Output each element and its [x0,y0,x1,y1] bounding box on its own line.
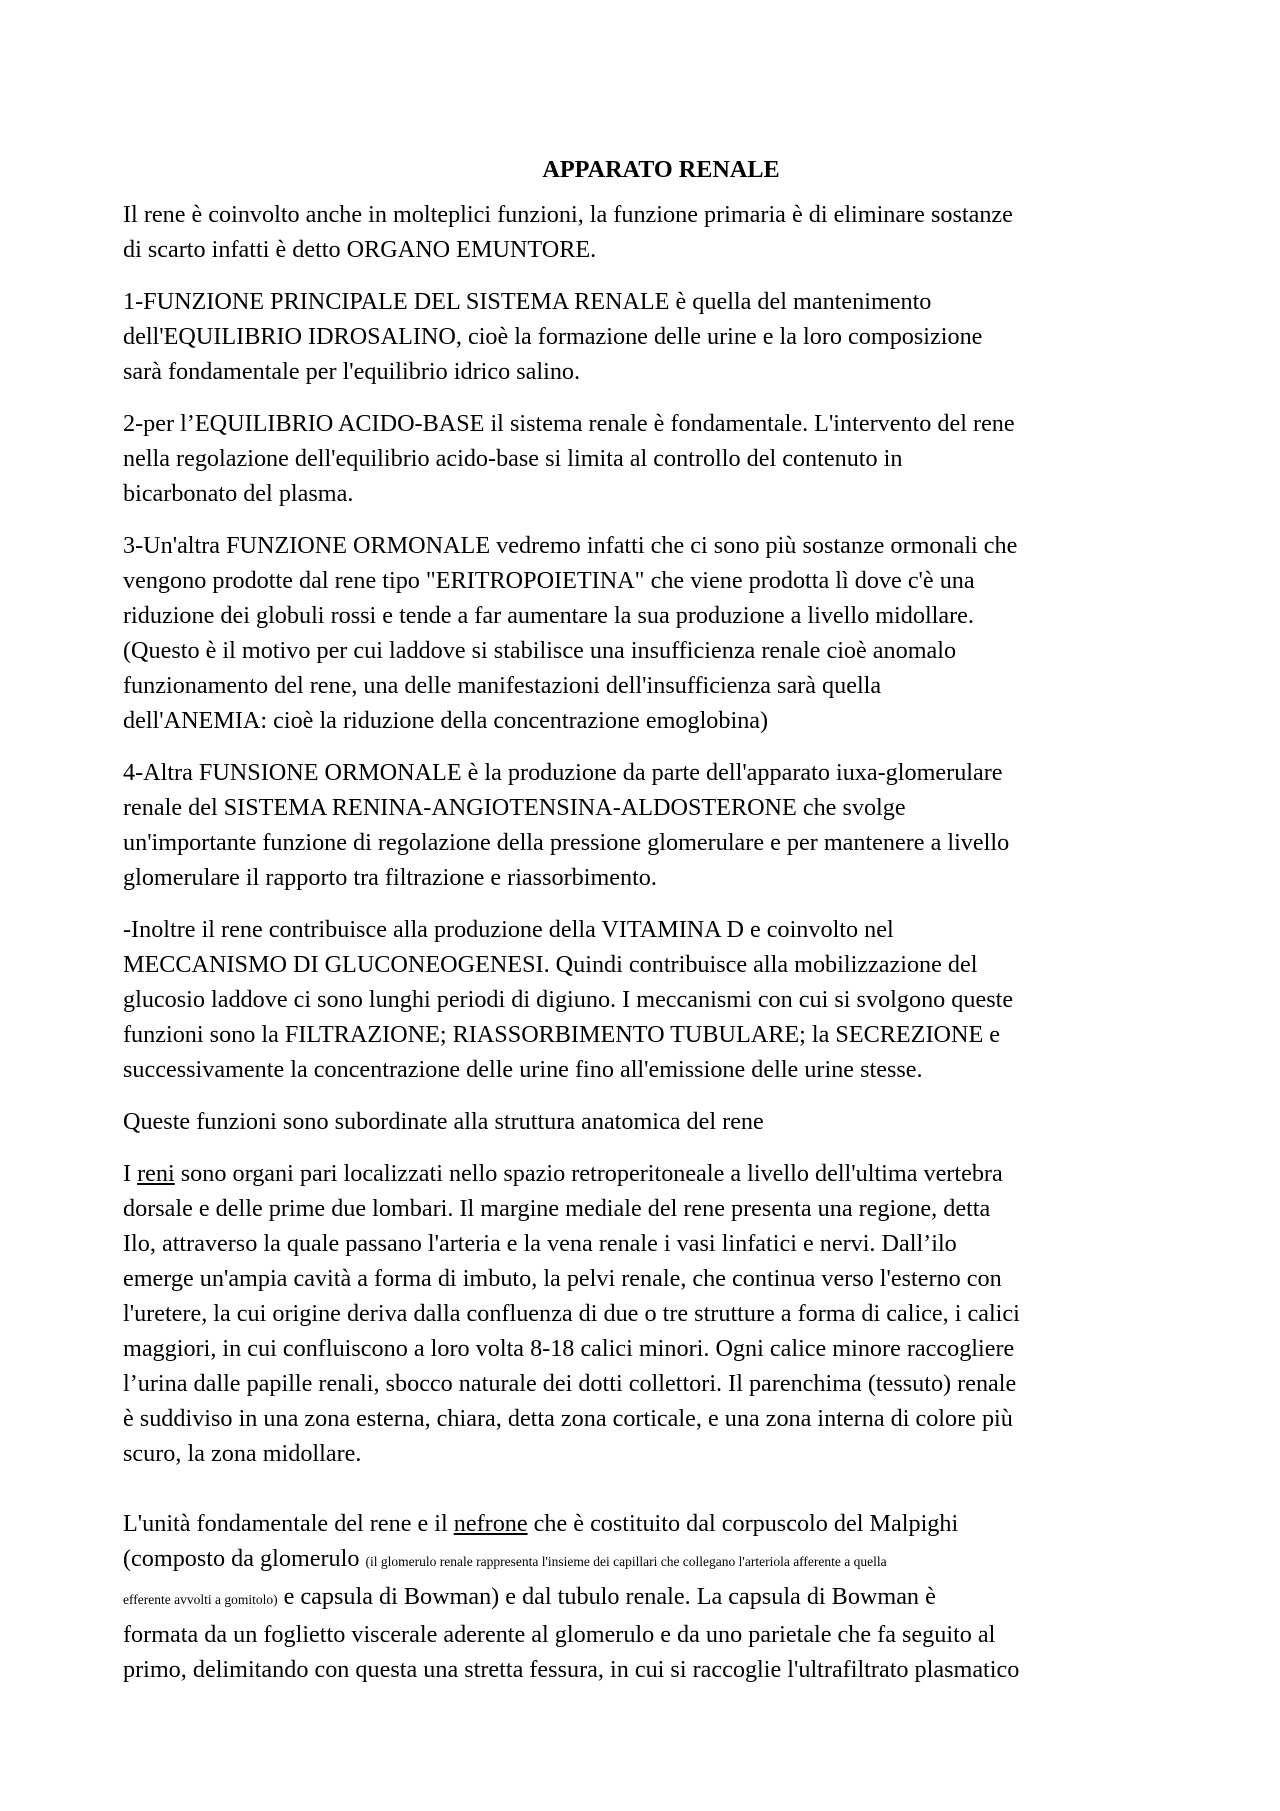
text-line: dell'ANEMIA: cioè la riduzione della concentrazione emoglobina) [123,707,769,734]
text-line [123,1506,1175,1541]
text-line [123,1541,1175,1579]
blank-line [123,1488,1175,1506]
text-line: funzionamento del rene, una delle manifestazioni dell'insufficienza sarà quella [123,672,882,699]
text-line [123,1579,1175,1617]
text-line: vengono prodotte dal rene tipo "ERITROPOIETINA" che viene prodotta lì dove c'è una [123,567,975,594]
text-line: è suddiviso in una zona esterna, chiara, detta zona corticale, e una zona interna di colore più [123,1405,1013,1432]
text-line: glucosio laddove ci sono lunghi periodi di digiuno. I meccanismi con cui si svolgono queste [123,986,1014,1013]
text-line: 3-Un'altra FUNZIONE ORMONALE vedremo infatti che ci sono più sostanze ormonali che [123,532,1018,559]
text-fragment: sono organi pari localizzati nello spazio retroperitoneale a livello dell'ultima vertebra [174,1160,1003,1187]
text-line [123,1156,1175,1191]
footnote-text: efferente avvolti a gomitolo) [123,1592,278,1607]
text-line: sarà fondamentale per l'equilibrio idrico salino. [123,358,581,385]
text-line: di scarto infatti è detto ORGANO EMUNTORE. [123,236,597,263]
text-fragment: I [123,1160,138,1187]
document-page [123,152,1175,1704]
document-title: APPARATO RENALE [542,156,780,183]
text-line: renale del SISTEMA RENINA-ANGIOTENSINA-ALDOSTERONE che svolge [123,794,906,821]
text-line: l'uretere, la cui origine deriva dalla confluenza di due o tre strutture a forma di calice, i calici [123,1300,1020,1327]
text-fragment: e capsula di Bowman) e dal tubulo renale. La capsula di Bowman è [277,1583,936,1610]
text-line: bicarbonato del plasma. [123,480,354,507]
text-line: 2-per l’EQUILIBRIO ACIDO-BASE il sistema renale è fondamentale. L'intervento del rene [123,410,1015,437]
nefrone-link[interactable]: nefrone [453,1510,528,1537]
footnote-text: (il glomerulo renale rappresenta l'insieme dei capillari che collegano l'arteriola afferente a quella [365,1554,887,1569]
text-line: l’urina dalle papille renali, sbocco naturale dei dotti collettori. Il parenchima (tessuto) renale [123,1370,1017,1397]
text-line: 1-FUNZIONE PRINCIPALE DEL SISTEMA RENALE è quella del mantenimento [123,288,932,315]
text-line: maggiori, in cui confluiscono a loro volta 8-18 calici minori. Ogni calice minore raccogliere [123,1335,1015,1362]
text-line: emerge un'ampia cavità a forma di imbuto, la pelvi renale, che continua verso l'esterno con [123,1265,1002,1292]
text-line: primo, delimitando con questa una stretta fessura, in cui si raccoglie l'ultrafiltrato plasmatico [123,1656,1020,1683]
paragraph-funzione-1 [123,284,1175,389]
paragraph-struttura [123,1104,1175,1139]
text-line: glomerulare il rapporto tra filtrazione e riassorbimento. [123,864,657,891]
text-fragment: che è costituito dal corpuscolo del Malpighi [527,1510,959,1537]
paragraph-funzione-3 [123,528,1175,738]
text-line: -Inoltre il rene contribuisce alla produzione della VITAMINA D e coinvolto nel [123,916,894,943]
text-line: dorsale e delle prime due lombari. Il margine mediale del rene presenta una regione, detta [123,1195,991,1222]
paragraph-reni [123,1156,1175,1471]
reni-link[interactable]: reni [137,1160,175,1187]
text-line: 4-Altra FUNSIONE ORMONALE è la produzione da parte dell'apparato iuxa-glomerulare [123,759,1003,786]
text-line: scuro, la zona midollare. [123,1440,362,1467]
text-line: dell'EQUILIBRIO IDROSALINO, cioè la formazione delle urine e la loro composizione [123,323,983,350]
paragraph-funzione-2 [123,406,1175,511]
text-fragment: (composto da glomerulo [123,1545,366,1572]
text-line: funzioni sono la FILTRAZIONE; RIASSORBIMENTO TUBULARE; la SECREZIONE e [123,1021,1000,1048]
text-line: MECCANISMO DI GLUCONEOGENESI. Quindi contribuisce alla mobilizzazione del [123,951,978,978]
text-line: nella regolazione dell'equilibrio acido-base si limita al controllo del contenuto in [123,445,903,472]
text-line: Queste funzioni sono subordinate alla struttura anatomica del rene [123,1108,764,1135]
text-line: Ilo, attraverso la quale passano l'arteria e la vena renale i vasi linfatici e nervi. Dall’ilo [123,1230,957,1257]
text-line: riduzione dei globuli rossi e tende a far aumentare la sua produzione a livello midollare. [123,602,974,629]
text-line: successivamente la concentrazione delle urine fino all'emissione delle urine stesse. [123,1056,923,1083]
paragraph-nefrone [123,1506,1175,1687]
paragraph-intro [123,197,1175,267]
text-fragment: L'unità fondamentale del rene e il [123,1510,454,1537]
text-line: formata da un foglietto viscerale aderente al glomerulo e da uno parietale che fa seguito al [123,1621,996,1648]
text-line: Il rene è coinvolto anche in molteplici funzioni, la funzione primaria è di eliminare sostanze [123,201,1013,228]
text-line: (Questo è il motivo per cui laddove si stabilisce una insufficienza renale cioè anomalo [123,637,957,664]
paragraph-funzione-4 [123,755,1175,895]
paragraph-altre-funzioni [123,912,1175,1087]
text-line: un'importante funzione di regolazione della pressione glomerulare e per mantenere a livello [123,829,1010,856]
